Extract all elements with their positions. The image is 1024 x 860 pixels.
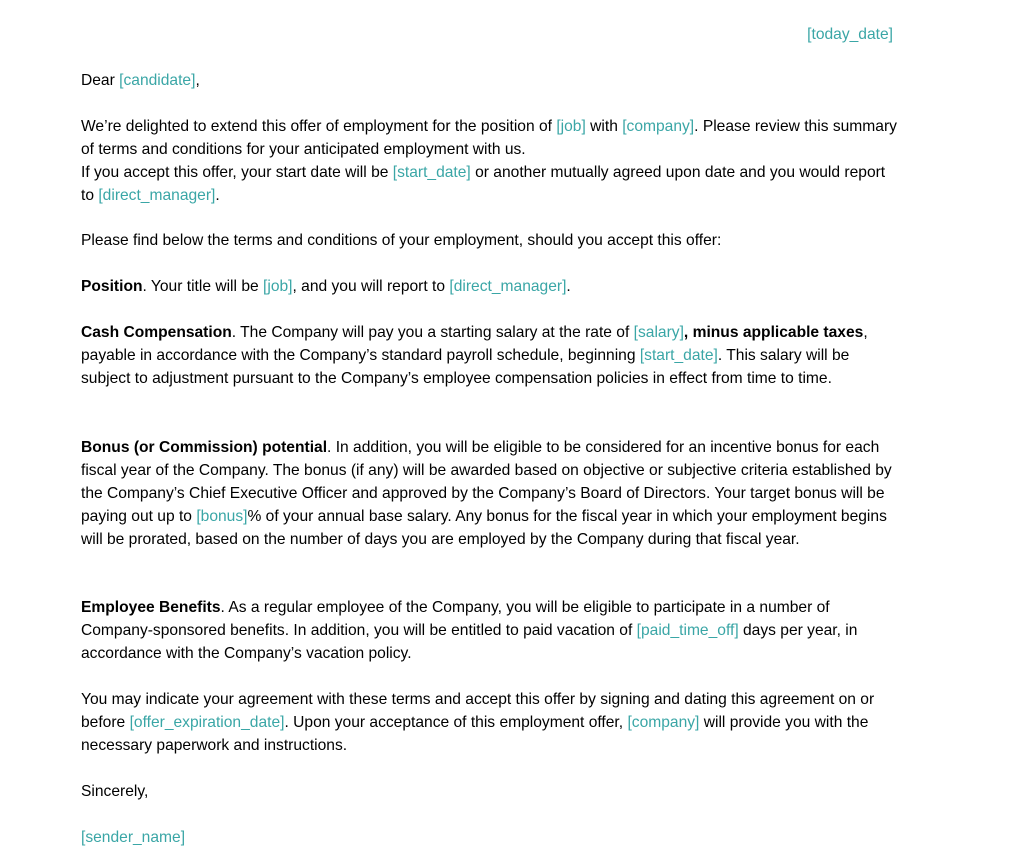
intro-text: .: [215, 187, 220, 204]
benefits-paragraph: [81, 596, 901, 665]
agreement-text: . Upon your acceptance of this employment offer,: [284, 714, 628, 731]
cash-compensation-paragraph: [81, 321, 901, 390]
benefits-text: days per year, in accordance with the Company’s vacation policy.: [81, 622, 858, 662]
intro-text: We’re delighted to extend this offer of employment for the position of: [81, 118, 557, 135]
intro-text: or another mutually agreed upon date and you would report to: [81, 164, 886, 204]
greeting: [81, 69, 901, 92]
bonus-heading: Bonus (or Commission) potential: [81, 439, 328, 456]
position-heading: Position: [81, 278, 143, 295]
sender-name-paragraph: [81, 826, 901, 849]
start-date-placeholder: [start_date]: [392, 164, 471, 181]
minus-taxes-bold: , minus applicable taxes: [683, 324, 864, 341]
company-placeholder: [company]: [627, 714, 700, 731]
today-date-placeholder: [today_date]: [807, 26, 893, 43]
agreement-text: will provide you with the necessary paperwork and instructions.: [81, 714, 869, 754]
cash-compensation-heading: Cash Compensation: [81, 324, 232, 341]
closing: Sincerely,: [81, 783, 149, 800]
paid-time-off-placeholder: [paid_time_off]: [636, 622, 739, 639]
intro-text: If you accept this offer, your start date will be: [81, 164, 393, 181]
position-paragraph: [81, 275, 901, 298]
benefits-heading: Employee Benefits: [81, 599, 221, 616]
sender-name-placeholder: [sender_name]: [81, 829, 186, 846]
direct-manager-placeholder: [direct_manager]: [98, 187, 216, 204]
bonus-text: . In addition, you will be eligible to be considered for an incentive bonus for each fiscal year of the Company. The bonus (if any) will be awarded based on objective or subjective criteria established by the Company’s Chief Executive Officer and approved by the Company’s Board of Directors. Your target bonus will be paying out up to: [81, 439, 892, 525]
agreement-paragraph: [81, 688, 901, 757]
start-date-placeholder: [start_date]: [639, 347, 718, 364]
greeting-suffix: ,: [195, 72, 200, 89]
salary-placeholder: [salary]: [633, 324, 684, 341]
benefits-text: . As a regular employee of the Company, you will be eligible to participate in a number of Company-sponsored benefits. In addition, you will be entitled to paid vacation of: [81, 599, 830, 639]
position-text: , and you will report to: [292, 278, 450, 295]
job-placeholder: [job]: [263, 278, 293, 295]
candidate-placeholder: [candidate]: [119, 72, 196, 89]
direct-manager-placeholder: [direct_manager]: [449, 278, 567, 295]
bonus-paragraph: [81, 436, 901, 551]
intro-paragraph: [81, 115, 901, 207]
intro-text: with: [585, 118, 623, 135]
company-placeholder: [company]: [622, 118, 695, 135]
offer-expiration-date-placeholder: [offer_expiration_date]: [129, 714, 285, 731]
terms-intro: Please find below the terms and conditions of your employment, should you accept this offer:: [81, 232, 722, 249]
job-placeholder: [job]: [556, 118, 586, 135]
greeting-prefix: Dear: [81, 72, 120, 89]
agreement-text: You may indicate your agreement with these terms and accept this offer by signing and dating this agreement on or before: [81, 691, 875, 731]
position-text: .: [566, 278, 571, 295]
bonus-placeholder: [bonus]: [196, 508, 248, 525]
cash-text: , payable in accordance with the Company’s standard payroll schedule, beginning: [81, 324, 868, 364]
bonus-text: % of your annual base salary. Any bonus for the fiscal year in which your employment begins will be prorated, based on the number of days you are employed by the Company during that fiscal year.: [81, 508, 887, 548]
intro-text: . Please review this summary of terms and conditions for your anticipated employment with us.: [81, 118, 897, 158]
cash-text: . The Company will pay you a starting salary at the rate of: [231, 324, 634, 341]
position-text: . Your title will be: [142, 278, 264, 295]
cash-text: . This salary will be subject to adjustment pursuant to the Company’s employee compensation policies in effect from time to time.: [81, 347, 850, 387]
date-line: [81, 23, 893, 46]
